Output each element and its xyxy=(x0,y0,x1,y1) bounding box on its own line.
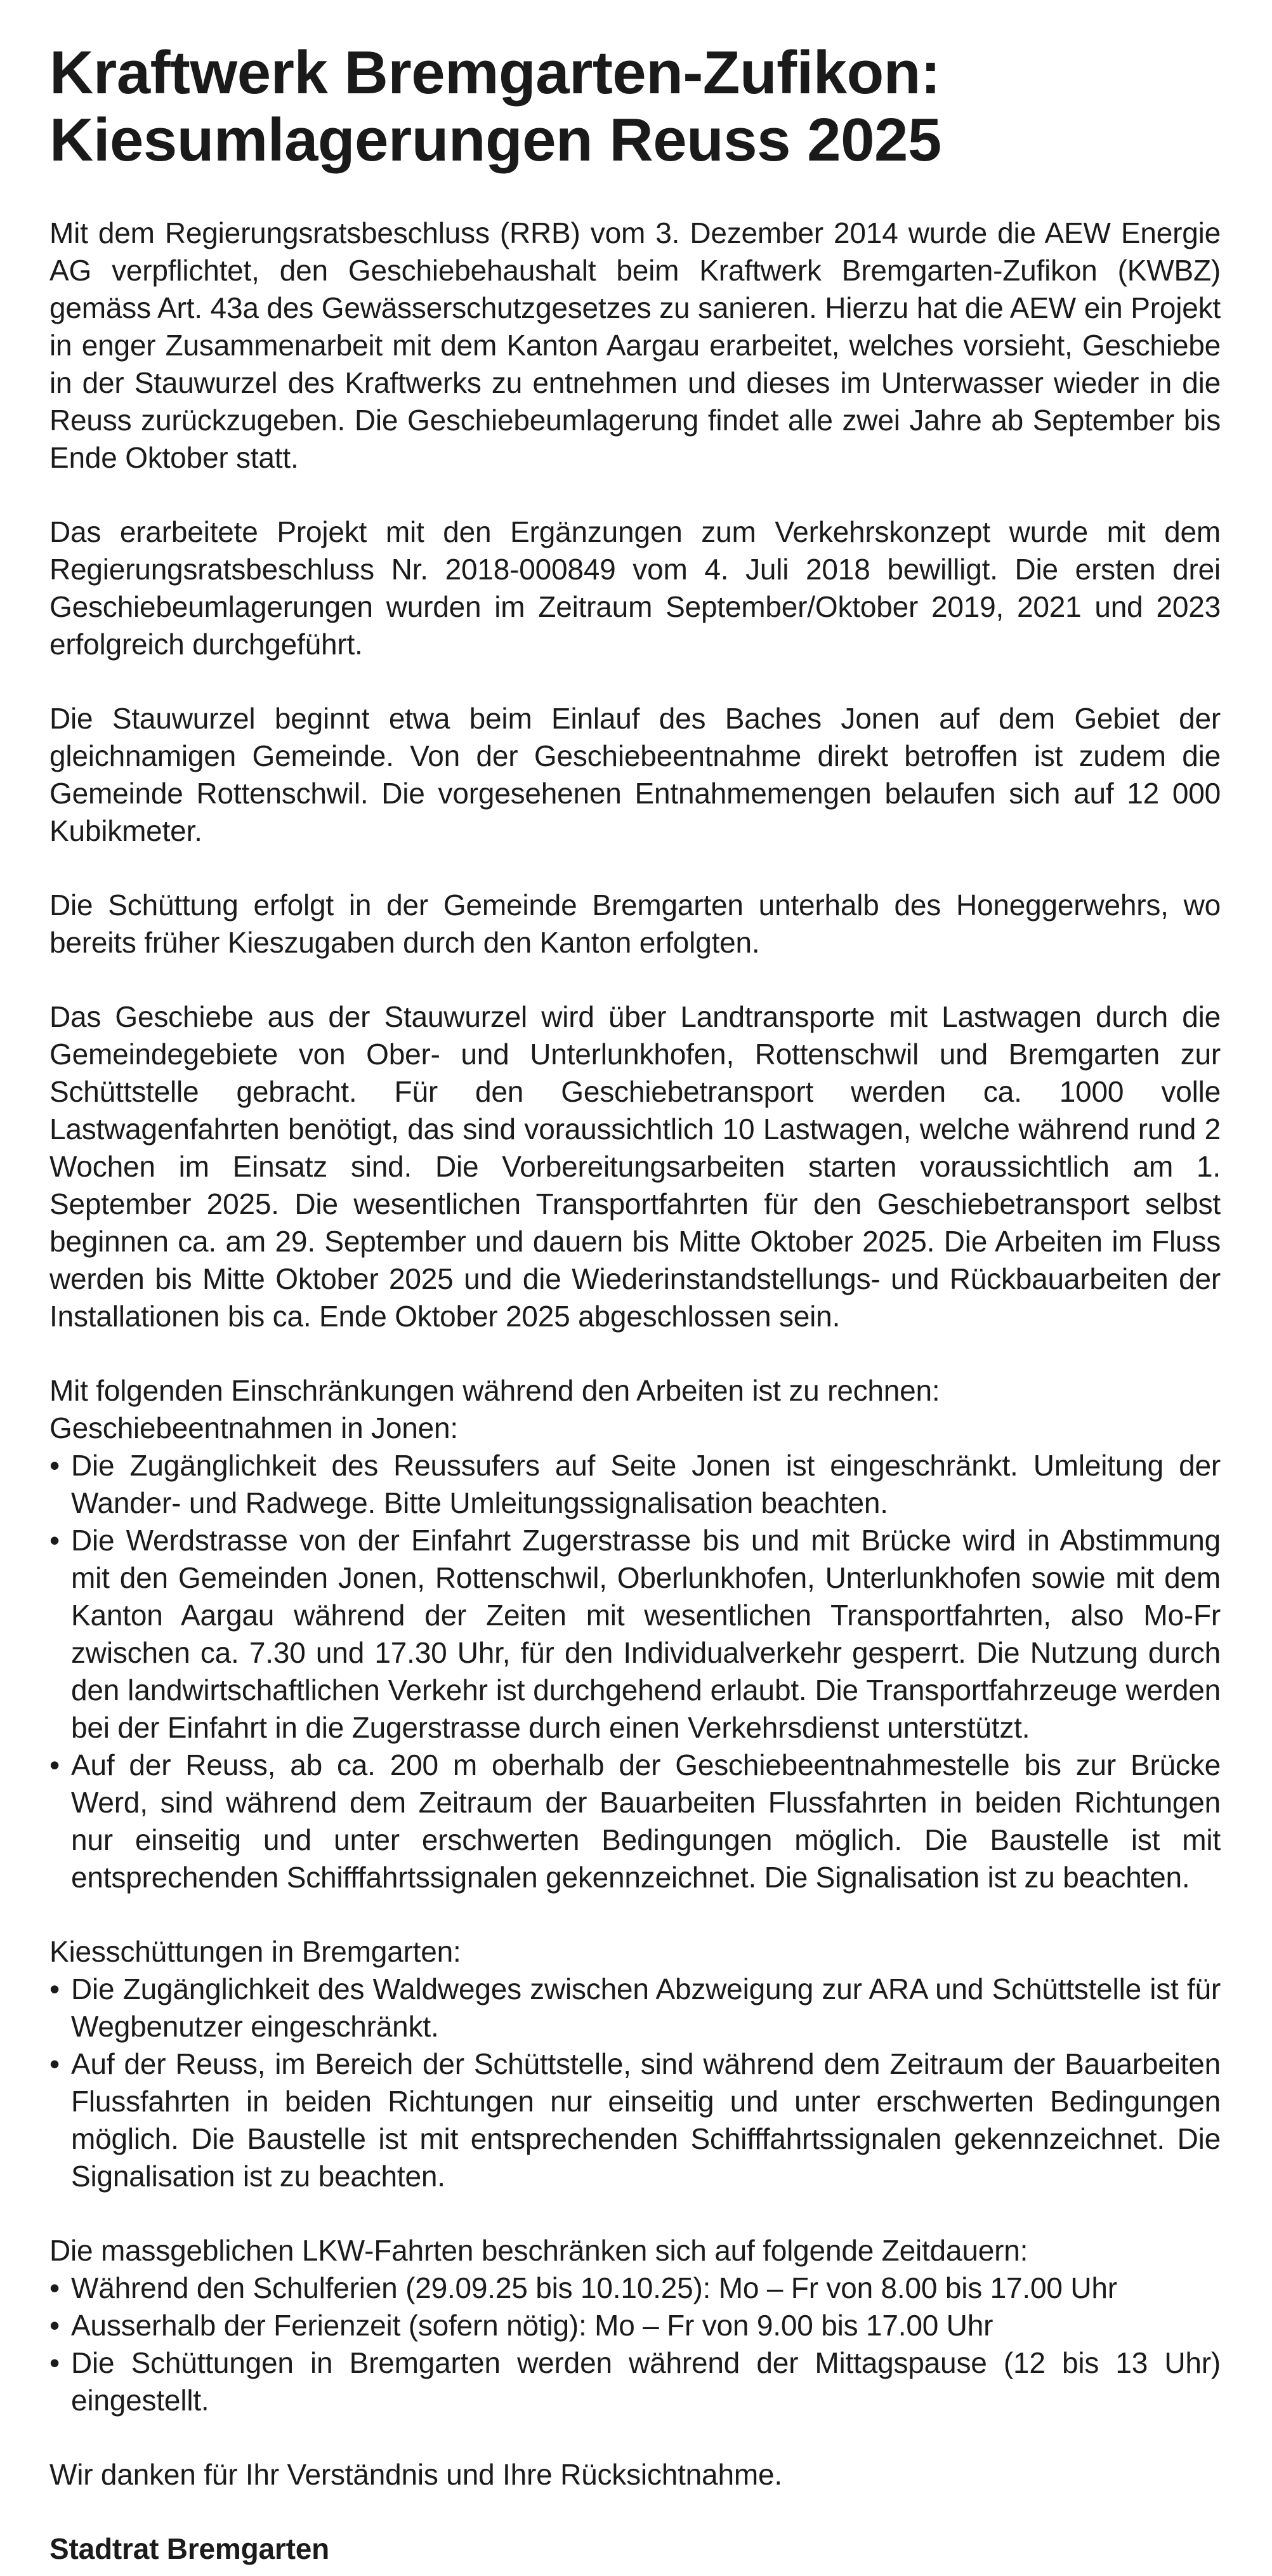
lkw-list xyxy=(49,2269,1221,2419)
bullet-icon: • xyxy=(49,2271,60,2304)
restrictions-intro: Mit folgenden Einschränkungen während den Arbeiten ist zu rechnen: xyxy=(49,1374,940,1407)
title-line-1: Kraftwerk Bremgarten-Zufikon: xyxy=(49,39,941,107)
paragraph-stauwurzel: Die Stauwurzel beginnt etwa beim Einlauf des Baches Jonen auf dem Gebiet der gleichnamigen Gemeinde. Von der Geschiebeentnahme direkt betroffen ist zudem die Gemeinde Rottenschwil. Die vorgesehenen Entnahmemengen belaufen sich auf 12 000 Kubikmeter. xyxy=(49,702,1221,847)
paragraph-rrb-2014: Mit dem Regierungsratsbeschluss (RRB) vom 3. Dezember 2014 wurde die AEW Energie AG verpflichtet, den Geschiebehaushalt beim Kraftwerk Bremgarten-Zufikon (KWBZ) gemäss Art. 43a des Gewässerschutzgesetzes zu sanieren. Hierzu hat die AEW ein Projekt in enger Zusammenarbeit mit dem Kanton Aargau erarbeitet, welches vorsieht, Geschiebe in der Stauwurzel des Kraftwerks zu entnehmen und dieses im Unterwasser wieder in die Reuss zurückzugeben. Die Geschiebeumlagerung findet alle zwei Jahre ab September bis Ende Oktober statt. xyxy=(49,216,1221,474)
list-item: • Die Schüttungen in Bremgarten werden während der Mittagspause (12 bis 13 Uhr) eingestellt. xyxy=(49,2344,1221,2419)
notice-body xyxy=(49,215,1221,2568)
list-item: • Die Zugänglichkeit des Waldweges zwischen Abzweigung zur ARA und Schüttstelle ist für Wegbenutzer eingeschränkt. xyxy=(49,1971,1221,2045)
paragraph-transport: Das Geschiebe aus der Stauwurzel wird über Landtransporte mit Lastwagen durch die Gemeindegebiete von Ober- und Unterlunkhofen, Rottenschwil und Bremgarten zur Schüttstelle gebracht. Für den Geschiebetransport werden ca. 1000 volle Lastwagenfahrten benötigt, das sind voraussichtlich 10 Lastwagen, welche während rund 2 Wochen im Einsatz sind. Die Vorbereitungsarbeiten starten voraussichtlich am 1. September 2025. Die wesentlichen Transportfahrten für den Geschiebetransport selbst beginnen ca. am 29. September und dauern bis Mitte Oktober 2025. Die Arbeiten im Fluss werden bis Mitte Oktober 2025 und die Wiederinstandstellungs- und Rückbauarbeiten der Installationen bis ca. Ende Oktober 2025 abgeschlossen sein. xyxy=(49,1000,1221,1333)
bullet-icon: • xyxy=(49,1449,60,1482)
title-line-2: Kiesumlagerungen Reuss 2025 xyxy=(49,106,941,174)
bullet-icon: • xyxy=(49,1748,60,1781)
jonen-list xyxy=(49,1447,1221,1896)
bullet-icon: • xyxy=(49,2346,60,2379)
list-item: • Während den Schulferien (29.09.25 bis 10.10.25): Mo – Fr von 8.00 bis 17.00 Uhr xyxy=(49,2269,1221,2307)
list-item: • Ausserhalb der Ferienzeit (sofern nötig): Mo – Fr von 9.00 bis 17.00 Uhr xyxy=(49,2307,1221,2344)
bullet-icon: • xyxy=(49,2047,60,2080)
list-item: • Die Werdstrasse von der Einfahrt Zugerstrasse bis und mit Brücke wird in Abstimmung mit den Gemeinden Jonen, Rottenschwil, Oberlunkhofen, Unterlunkhofen sowie mit dem Kanton Aargau während der Zeiten mit wesentlichen Transportfahrten, also Mo-Fr zwischen ca. 7.30 und 17.30 Uhr, für den Individualverkehr gesperrt. Die Nutzung durch den landwirtschaftlichen Verkehr ist durchgehend erlaubt. Die Transportfahrzeuge werden bei der Einfahrt in die Zugerstrasse durch einen Verkehrsdienst unterstützt. xyxy=(49,1522,1221,1747)
signature: Stadtrat Bremgarten xyxy=(49,2532,329,2565)
paragraph-schuettung: Die Schüttung erfolgt in der Gemeinde Bremgarten unterhalb des Honeggerwehrs, wo bereits früher Kieszugaben durch den Kanton erfolgten. xyxy=(49,888,1221,959)
lkw-intro: Die massgeblichen LKW-Fahrten beschränken sich auf folgende Zeitdauern: xyxy=(49,2234,1028,2267)
bullet-icon: • xyxy=(49,2309,60,2342)
list-item: • Die Zugänglichkeit des Reussufers auf Seite Jonen ist eingeschränkt. Umleitung der Wander- und Radwege. Bitte Umleitungssignalisation beachten. xyxy=(49,1447,1221,1522)
list-item: • Auf der Reuss, im Bereich der Schüttstelle, sind während dem Zeitraum der Bauarbeiten Flussfahrten in beiden Richtungen nur einseitig und unter erschwerten Bedingungen möglich. Die Baustelle ist mit entsprechenden Schifffahrtssignalen gekennzeichnet. Die Signalisation ist zu beachten. xyxy=(49,2045,1221,2195)
closing-text: Wir danken für Ihr Verständnis und Ihre Rücksichtnahme. xyxy=(49,2458,782,2491)
notice-title xyxy=(49,39,1221,174)
paragraph-rrb-2018: Das erarbeitete Projekt mit den Ergänzungen zum Verkehrskonzept wurde mit dem Regierungsratsbeschluss Nr. 2018-000849 vom 4. Juli 2018 bewilligt. Die ersten drei Geschiebeumlagerungen wurden im Zeitraum September/Oktober 2019, 2021 und 2023 erfolgreich durchgeführt. xyxy=(49,515,1221,661)
bullet-icon: • xyxy=(49,1972,60,2005)
bullet-icon: • xyxy=(49,1524,60,1557)
list-item: • Auf der Reuss, ab ca. 200 m oberhalb der Geschiebeentnahmestelle bis zur Brücke Werd, sind während dem Zeitraum der Bauarbeiten Flussfahrten in beiden Richtungen nur einseitig und unter erschwerten Bedingungen möglich. Die Baustelle ist mit entsprechenden Schifffahrtssignalen gekennzeichnet. Die Signalisation ist zu beachten. xyxy=(49,1747,1221,1896)
bremgarten-list xyxy=(49,1971,1221,2195)
jonen-heading: Geschiebeentnahmen in Jonen: xyxy=(49,1411,458,1444)
bremgarten-heading: Kiesschüttungen in Bremgarten: xyxy=(49,1935,461,1968)
